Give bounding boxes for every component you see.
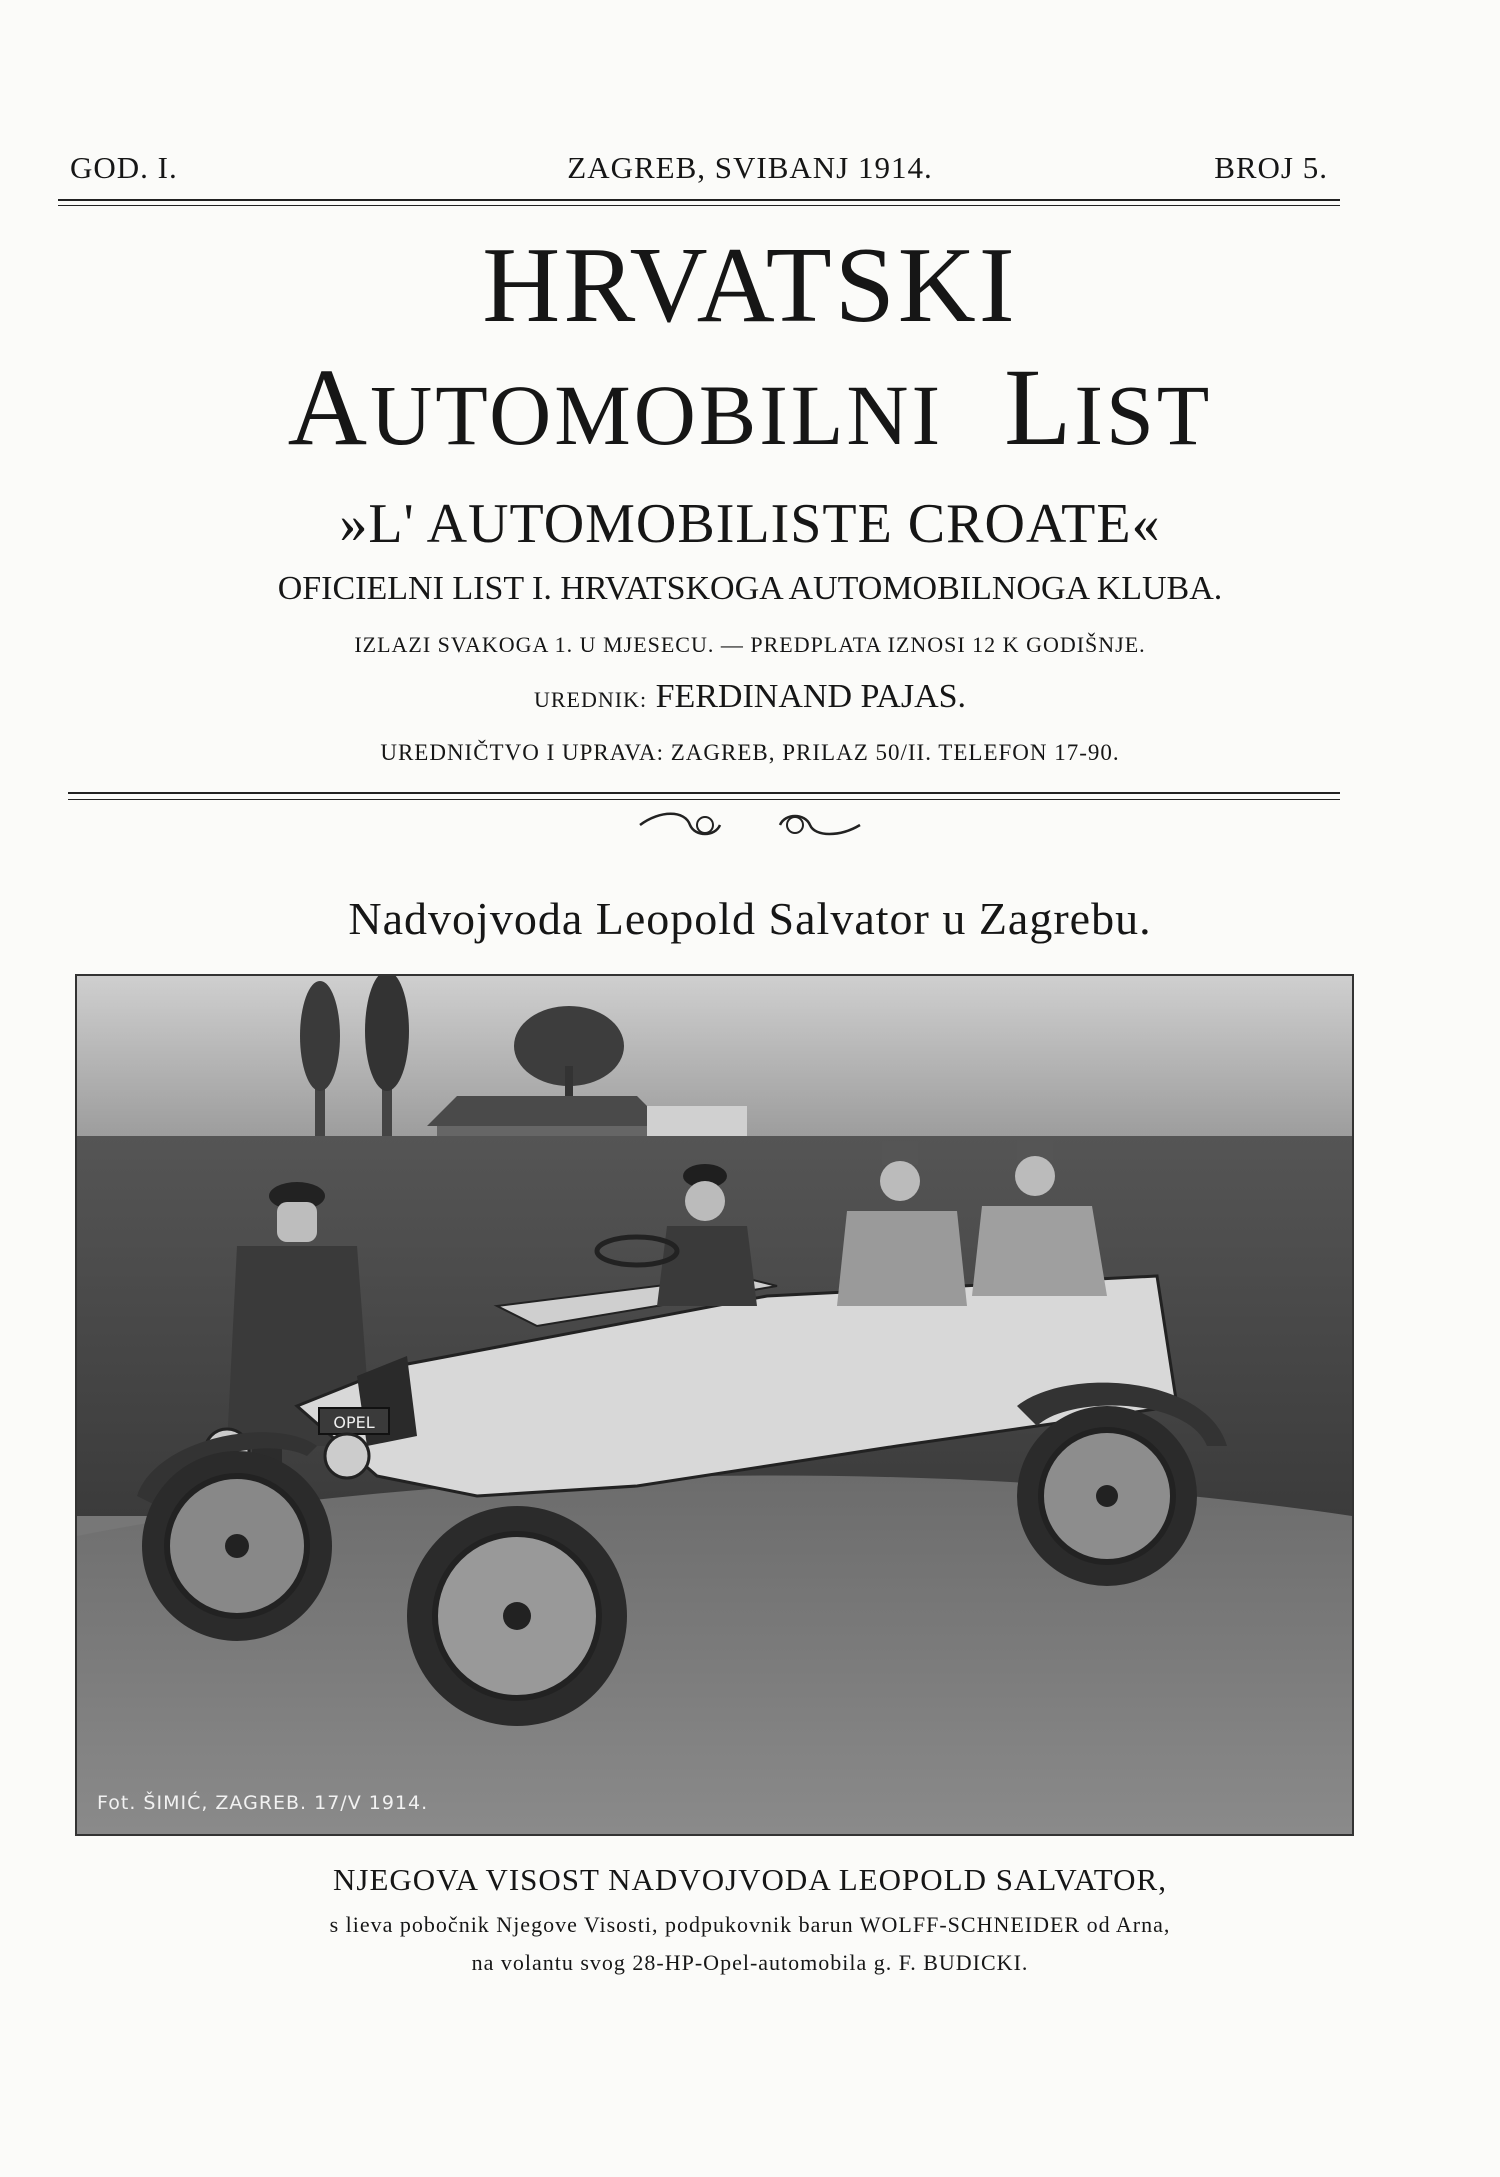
masthead-title-line1: HRVATSKI (482, 226, 1018, 345)
title-cap-a: A (287, 346, 371, 468)
masthead-title-line2 (0, 346, 1500, 468)
header-rule-bottom (58, 205, 1340, 206)
official-line: OFICIELNI LIST I. HRVATSKOGA AUTOMOBILNOGA KLUBA. (277, 570, 1223, 607)
title-rest-a: UTOMOBILNI (370, 367, 944, 463)
rear-wheel (1017, 1406, 1197, 1586)
issue-number: BROJ 5. (1214, 150, 1328, 185)
car-photo-illustration (77, 976, 1352, 1834)
caption-line3: na volantu svog 28-HP-Opel-automobila g. F. BUDICKI. (471, 1950, 1029, 1975)
place-date: ZAGREB, SVIBANJ 1914. (567, 150, 933, 185)
masthead-subtitle: »L' AUTOMOBILISTE CROATE« (339, 493, 1161, 555)
ornament-icon (630, 805, 870, 845)
editor-label: UREDNIK: (533, 687, 648, 712)
title-rest-l: IST (1074, 367, 1213, 463)
caption-line2: s lieva pobočnik Njegove Visosti, podpukovnik barun WOLFF-SCHNEIDER od Arna, (329, 1912, 1171, 1937)
photo-credit: Fot. ŠIMIĆ, ZAGREB. 17/V 1914. (97, 1792, 429, 1814)
office-line: UREDNIČTVO I UPRAVA: ZAGREB, PRILAZ 50/II. TELEFON 17-90. (380, 740, 1120, 765)
caption-line1: NJEGOVA VISOST NADVOJVODA LEOPOLD SALVATOR, (333, 1862, 1167, 1897)
photograph (75, 974, 1354, 1836)
front-right-wheel (407, 1506, 627, 1726)
volume-label: GOD. I. (70, 150, 178, 185)
article-headline: Nadvojvoda Leopold Salvator u Zagrebu. (348, 893, 1152, 944)
title-cap-l: L (1004, 346, 1075, 468)
radiator-plate: OPEL (333, 1413, 375, 1432)
frequency-line: IZLAZI SVAKOGA 1. U MJESECU. — PREDPLATA IZNOSI 12 K GODIŠNJE. (354, 632, 1146, 657)
front-left-wheel (142, 1451, 332, 1641)
masthead-rule-top (68, 792, 1340, 794)
masthead-rule-bottom (68, 799, 1340, 800)
header-rule-top (58, 199, 1340, 201)
editor-name: FERDINAND PAJAS. (655, 678, 967, 715)
editor-line (0, 678, 1500, 716)
